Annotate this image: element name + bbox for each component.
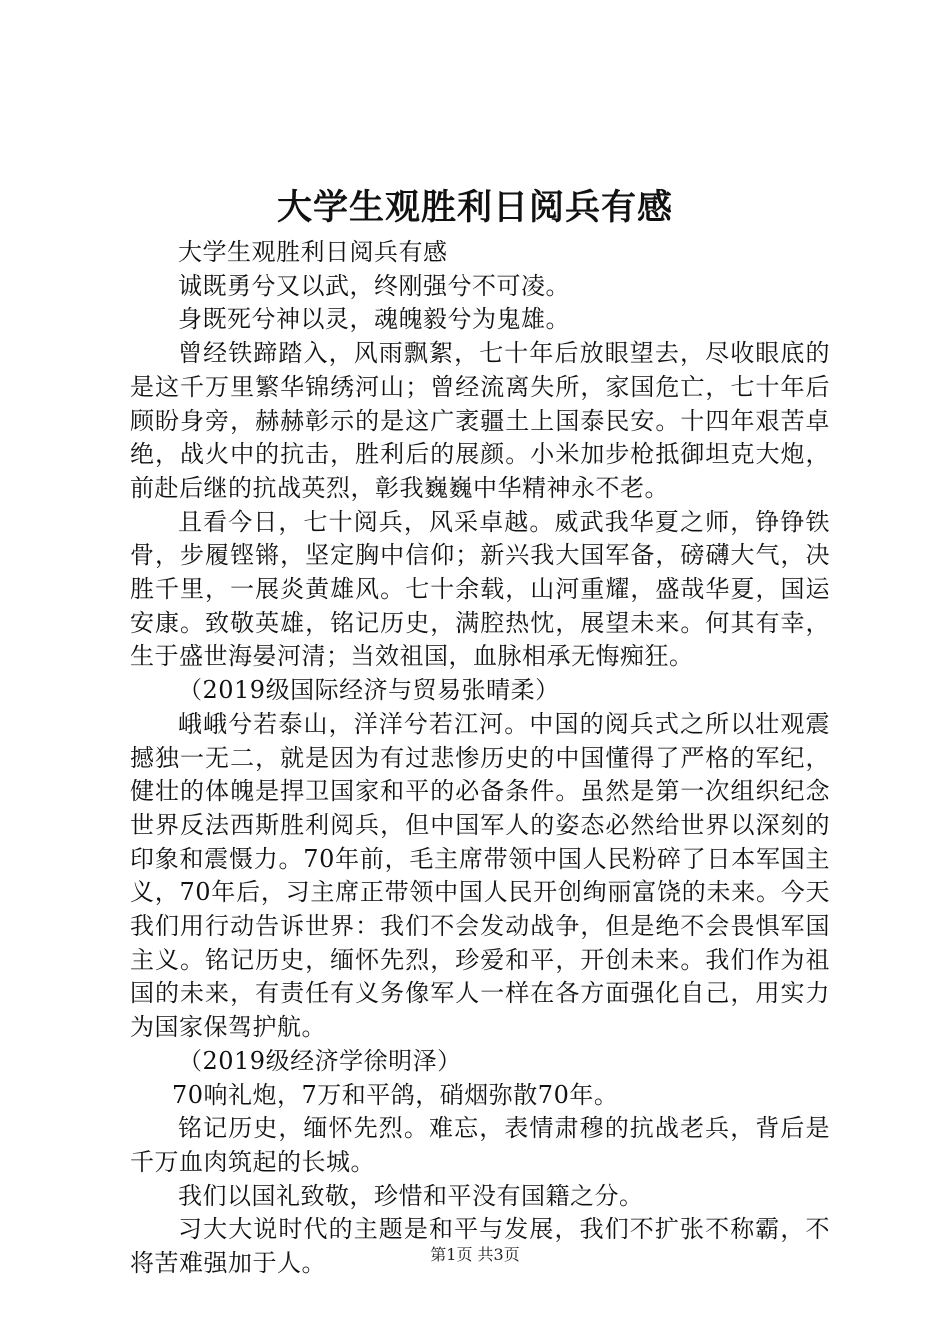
author-credit: （2019级经济学徐明泽） — [178, 1046, 462, 1075]
document-body — [130, 236, 830, 1281]
paragraph: 大学生观胜利日阅兵有感 — [178, 238, 448, 266]
paragraph: 诚既勇兮又以武，终刚强兮不可凌。 — [178, 271, 570, 300]
paragraph: 习大大说时代的主题是和平与发展，我们不扩张不称霸，不将苦难强加于人。 — [130, 1215, 830, 1278]
paragraph: 铭记历史，缅怀先烈。难忘，表情肃穆的抗战老兵，背后是千万血肉筑起的长城。 — [130, 1114, 830, 1176]
paragraph: 曾经铁蹄踏入，风雨飘絮，七十年后放眼望去，尽收眼底的是这千万里繁华锦绣河山；曾经流离失所，家国危亡，七十年后顾盼身旁，赫赫彰示的是这广袤疆土上国泰民安。十四年艰苦卓绝，战火中的抗击，胜利后的展颜。小米加步枪抵御坦克大炮，前赴后继的抗战英烈，彰我巍巍中华精神永不老。 — [130, 339, 830, 502]
page-number-footer: 第1页 共3页 — [430, 1245, 520, 1264]
author-credit: （2019级国际经济与贸易张晴柔） — [178, 676, 560, 705]
paragraph: 70响礼炮，7万和平鸽，硝烟弥散70年。 — [172, 1080, 619, 1109]
paragraph: 峨峨兮若泰山，洋洋兮若江河。中国的阅兵式之所以壮观震撼独一无二，就是因为有过悲惨历史的中国懂得了严格的军纪，健壮的体魄是捍卫国家和平的必备条件。虽然是第一次组织纪念世界反法西斯胜利阅兵，但中国军人的姿态必然给世界以深刻的印象和震慑力。70年前，毛主席带领中国人民粉碎了日本军国主义，70年后，习主席正带领中国人民开创绚丽富饶的未来。今天我们用行动告诉世界：我们不会发动战争，但是绝不会畏惧军国主义。铭记历史，缅怀先烈，珍爱和平，开创未来。我们作为祖国的未来，有责任有义务像军人一样在各方面强化自己，用实力为国家保驾护航。 — [130, 709, 830, 1042]
paragraph: 我们以国礼致敬，珍惜和平没有国籍之分。 — [178, 1181, 644, 1210]
paragraph: 且看今日，七十阅兵，风采卓越。威武我华夏之师，铮铮铁骨，步履铿锵，坚定胸中信仰；新兴我大国军备，磅礴大气，决胜千里，一展炎黄雄风。七十余载，山河重耀，盛哉华夏，国运安康。致敬英雄，铭记历史，满腔热忱，展望未来。何其有幸，生于盛世海晏河清；当效祖国，血脉相承无悔痴狂。 — [130, 507, 830, 671]
document-title: 大学生观胜利日阅兵有感 — [276, 188, 673, 228]
paragraph: 身既死兮神以灵，魂魄毅兮为鬼雄。 — [178, 305, 570, 334]
